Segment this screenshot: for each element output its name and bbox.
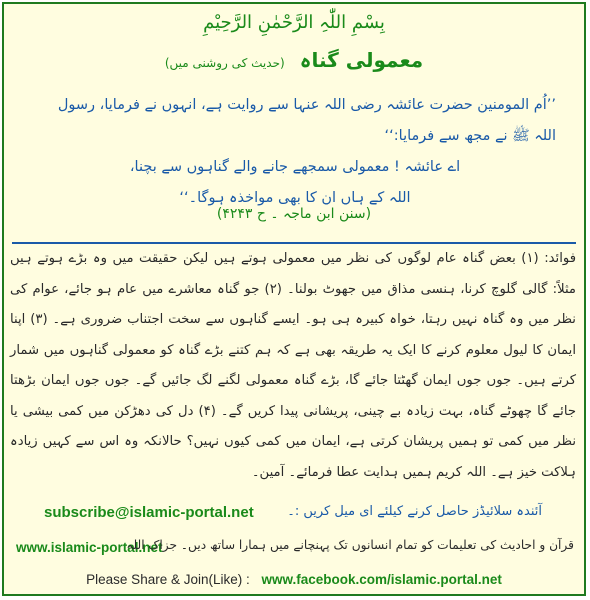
- hadith-reference: (سنن ابن ماجہ ۔ ح ۴۲۴۳): [216, 206, 372, 222]
- benefits-paragraph: فوائد: (۱) بعض گناہ عام لوگوں کی نظر میں معمولی ہوتے ہیں لیکن حقیقت میں وہ بڑے ہوتے ہیں مثلاً: گالی گلوچ کرنا، ہنسی مذاق میں جھوٹ بولنا۔ (۲) جو گناہ معاشرے میں عام ہو جائے، عوام کی نظر میں وہ گناہ نہیں رہتا، خواہ کبیرہ ہی ہو۔ ایسے گناہوں سے سخت اجتناب ضروری ہے۔ (۳) اپنا ایمان کا لیول معلوم کرنے کا ایک یہ طریقہ بھی ہے کہ ہم کتنے بڑے گناہ کو معمولی گناہوں میں شمار کرتے ہیں۔ جوں جوں ایمان گھٹتا جائے گا، بڑے گناہ معمولی لگنے لگ جائیں گے۔ جوں جوں ایمان بڑھتا جائے گا چھوٹے گناہ، بہت زیادہ بے چینی، پریشانی پیدا کریں گے۔ (۴) دل کی دھڑکن میں کمی بیشی یا نظر میں کمی تو ہمیں پریشان کرتی ہے، ایمان میں کمی کیوں نہیں؟ حالانکہ وہ اس سے کہیں زیادہ ہلاکت خیز ہے۔ اللہ کریم ہمیں ہدایت عطا فرمائے۔ آمین۔: [10, 251, 577, 480]
- website-link[interactable]: www.islamic-portal.net: [16, 540, 163, 555]
- share-label: Please Share & Join(Like) :: [86, 572, 250, 587]
- hadith-line-2: اے عائشہ ! معمولی سمجھے جانے والے گناہوں سے بچنا،: [129, 159, 461, 175]
- hadith-line-3: اللہ کے ہاں ان کا بھی مواخذہ ہوگا۔‘‘: [179, 190, 411, 206]
- footer-row: [12, 536, 574, 560]
- hadith-text: [34, 90, 556, 214]
- share-row: [4, 572, 584, 587]
- subscribe-row: [18, 504, 570, 530]
- page-title: معمولی گناہ: [299, 48, 424, 72]
- page-subtitle: (حدیث کی روشنی میں): [164, 56, 285, 70]
- subscribe-email-link[interactable]: subscribe@islamic-portal.net: [44, 504, 254, 521]
- slide-card: [2, 2, 586, 596]
- subscribe-instructions: آئندہ سلائیڈز حاصل کرنے کیلئے ای میل کریں :۔: [287, 504, 542, 519]
- footer-appeal: قرآن و احادیث کی تعلیمات کو تمام انسانوں تک پہنچانے میں ہمارا ساتھ دیں۔ جزاک اللہ: [126, 538, 574, 552]
- bismillah: بِسْمِ اللّٰہِ الرَّحْمٰنِ الرَّحِیْمِ: [203, 12, 385, 33]
- title-row: [4, 48, 584, 72]
- hadith-line-1: ’’اُم المومنین حضرت عائشہ رضی اللہ عنہا سے روایت ہے، انہوں نے فرمایا، رسول اللہ ﷺ نے مجھ سے فرمایا:‘‘: [57, 97, 556, 144]
- facebook-link[interactable]: www.facebook.com/islamic.portal.net: [261, 572, 502, 587]
- benefits-notes: [10, 244, 576, 488]
